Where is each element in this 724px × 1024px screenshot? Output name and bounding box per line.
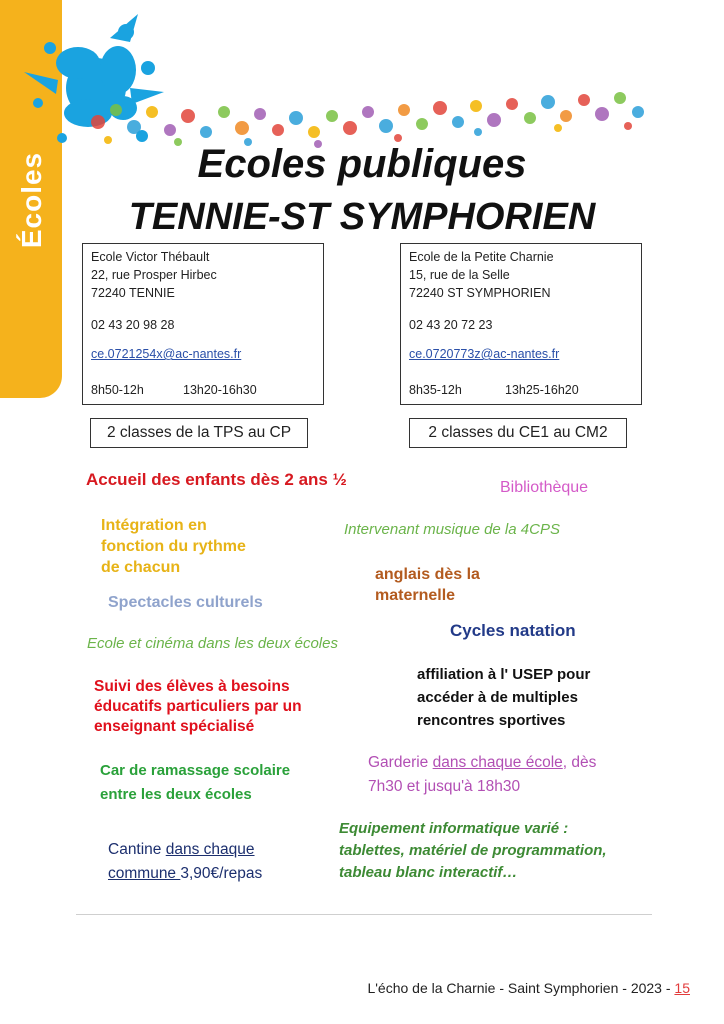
feature-cantine: Cantine dans chaque commune 3,90€/repas bbox=[108, 841, 263, 882]
school-city: 72240 TENNIE bbox=[91, 286, 175, 300]
footer-text: L'écho de la Charnie - Saint Symphorien - 2023 - bbox=[367, 980, 675, 996]
school-phone: 02 43 20 98 28 bbox=[91, 318, 175, 332]
feature-equipement: Equipement informatique varié : tablettes, matériel de programmation, tableau blanc interactif… bbox=[339, 820, 607, 881]
school-email-link[interactable]: ce.0721254x@ac-nantes.fr bbox=[91, 347, 242, 361]
school-email-link[interactable]: ce.0720773z@ac-nantes.fr bbox=[409, 347, 560, 361]
school-name: Ecole de la Petite Charnie bbox=[409, 250, 554, 264]
feature-anglais: anglais dès la maternelle bbox=[375, 566, 480, 604]
feature-car: Car de ramassage scolaire entre les deux écoles bbox=[100, 762, 291, 803]
school-street: 15, rue de la Selle bbox=[409, 268, 510, 282]
section-label: Écoles bbox=[16, 151, 47, 249]
school-hours-pm: 13h25-16h20 bbox=[505, 383, 579, 397]
page-title: Ecoles publiques bbox=[197, 142, 527, 186]
feature-accueil: Accueil des enfants dès 2 ans ½ bbox=[86, 470, 347, 489]
school-hours-pm: 13h20-16h30 bbox=[183, 383, 257, 397]
school-street: 22, rue Prosper Hirbec bbox=[91, 268, 217, 282]
school-phone: 02 43 20 72 23 bbox=[409, 318, 493, 332]
feature-integration: Intégration en fonction du rythme de chacun bbox=[101, 517, 246, 576]
feature-musique: Intervenant musique de la 4CPS bbox=[344, 521, 560, 538]
classes-st-symphorien: 2 classes du CE1 au CM2 bbox=[409, 418, 627, 448]
feature-cinema: Ecole et cinéma dans les deux écoles bbox=[87, 635, 338, 652]
school-city: 72240 ST SYMPHORIEN bbox=[409, 286, 551, 300]
page-number: 15 bbox=[674, 980, 690, 996]
feature-natation: Cycles natation bbox=[450, 621, 576, 640]
divider bbox=[76, 914, 652, 915]
school-card-st-symphorien bbox=[400, 243, 642, 405]
school-card-tennie bbox=[82, 243, 324, 405]
page-subtitle: TENNIE-ST SYMPHORIEN bbox=[128, 196, 596, 238]
page-footer bbox=[367, 980, 690, 996]
feature-suivi: Suivi des élèves à besoins éducatifs particuliers par un enseignant spécialisé bbox=[94, 678, 302, 735]
school-name: Ecole Victor Thébault bbox=[91, 250, 210, 264]
feature-bibliotheque: Bibliothèque bbox=[500, 479, 589, 496]
classes-tennie: 2 classes de la TPS au CP bbox=[90, 418, 308, 448]
school-hours-am: 8h35-12h bbox=[409, 383, 462, 397]
feature-garderie: Garderie dans chaque école, dès 7h30 et jusqu'à 18h30 bbox=[368, 754, 597, 795]
feature-usep: affiliation à l' USEP pour accéder à de multiples rencontres sportives bbox=[417, 666, 591, 729]
school-hours-am: 8h50-12h bbox=[91, 383, 144, 397]
feature-spectacles: Spectacles culturels bbox=[108, 594, 263, 611]
